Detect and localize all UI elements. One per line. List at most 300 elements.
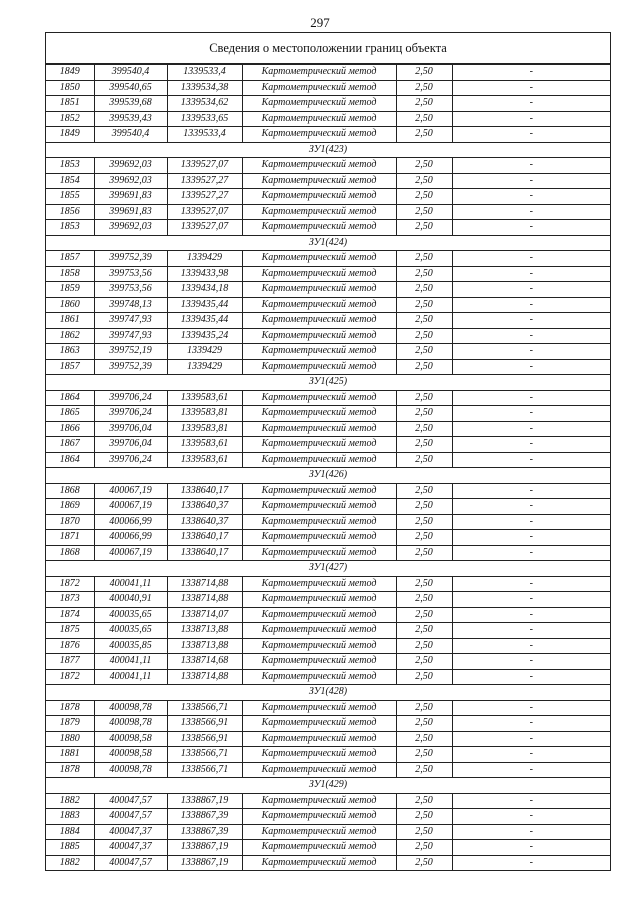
table-row (46, 607, 610, 623)
x-coordinate-cell: 399753,56 (94, 266, 167, 282)
description-cell: - (452, 576, 610, 592)
method-cell: Картометрический метод (242, 111, 396, 127)
y-coordinate-cell: 1338714,68 (167, 654, 242, 670)
description-cell: - (452, 251, 610, 267)
table-row (46, 390, 610, 406)
x-coordinate-cell: 400041,11 (94, 654, 167, 670)
description-cell: - (452, 809, 610, 825)
accuracy-cell: 2,50 (396, 638, 452, 654)
method-cell: Картометрический метод (242, 623, 396, 639)
description-cell: - (452, 282, 610, 298)
point-number-cell: 1853 (46, 158, 94, 174)
method-cell: Картометрический метод (242, 344, 396, 360)
point-number-cell: 1859 (46, 282, 94, 298)
point-number-cell: 1871 (46, 530, 94, 546)
point-number-cell: 1881 (46, 747, 94, 763)
point-number-cell: 1867 (46, 437, 94, 453)
x-coordinate-cell: 400098,78 (94, 700, 167, 716)
x-coordinate-cell: 400067,19 (94, 545, 167, 561)
accuracy-cell: 2,50 (396, 189, 452, 205)
description-cell: - (452, 669, 610, 685)
description-cell: - (452, 437, 610, 453)
x-coordinate-cell: 400047,57 (94, 809, 167, 825)
method-cell: Картометрический метод (242, 127, 396, 143)
x-coordinate-cell: 399752,39 (94, 359, 167, 375)
method-cell: Картометрический метод (242, 607, 396, 623)
accuracy-cell: 2,50 (396, 313, 452, 329)
y-coordinate-cell: 1338713,88 (167, 638, 242, 654)
table-row (46, 824, 610, 840)
y-coordinate-cell: 1339434,18 (167, 282, 242, 298)
description-cell: - (452, 530, 610, 546)
method-cell: Картометрический метод (242, 421, 396, 437)
y-coordinate-cell: 1338714,88 (167, 592, 242, 608)
method-cell: Картометрический метод (242, 840, 396, 856)
x-coordinate-cell: 399706,24 (94, 452, 167, 468)
description-cell: - (452, 452, 610, 468)
method-cell: Картометрический метод (242, 824, 396, 840)
method-cell: Картометрический метод (242, 483, 396, 499)
accuracy-cell: 2,50 (396, 514, 452, 530)
table-row (46, 344, 610, 360)
accuracy-cell: 2,50 (396, 731, 452, 747)
description-cell: - (452, 793, 610, 809)
description-cell: - (452, 173, 610, 189)
description-cell: - (452, 840, 610, 856)
description-cell: - (452, 204, 610, 220)
description-cell: - (452, 855, 610, 871)
accuracy-cell: 2,50 (396, 437, 452, 453)
accuracy-cell: 2,50 (396, 390, 452, 406)
y-coordinate-cell: 1338867,39 (167, 824, 242, 840)
y-coordinate-cell: 1339583,61 (167, 390, 242, 406)
point-number-cell: 1883 (46, 809, 94, 825)
description-cell: - (452, 297, 610, 313)
table-row (46, 840, 610, 856)
table-row (46, 623, 610, 639)
group-label: ЗУ1(429) (46, 778, 610, 794)
table-row (46, 592, 610, 608)
method-cell: Картометрический метод (242, 251, 396, 267)
group-label: ЗУ1(426) (46, 468, 610, 484)
x-coordinate-cell: 400067,19 (94, 499, 167, 515)
y-coordinate-cell: 1339533,4 (167, 127, 242, 143)
x-coordinate-cell: 400098,58 (94, 731, 167, 747)
accuracy-cell: 2,50 (396, 297, 452, 313)
accuracy-cell: 2,50 (396, 592, 452, 608)
method-cell: Картометрический метод (242, 158, 396, 174)
page-number: 297 (310, 15, 330, 30)
x-coordinate-cell: 400066,99 (94, 514, 167, 530)
y-coordinate-cell: 1338714,07 (167, 607, 242, 623)
point-number-cell: 1869 (46, 499, 94, 515)
method-cell: Картометрический метод (242, 204, 396, 220)
method-cell: Картометрический метод (242, 731, 396, 747)
boundary-info-table-frame (45, 32, 611, 871)
accuracy-cell: 2,50 (396, 251, 452, 267)
method-cell: Картометрический метод (242, 654, 396, 670)
group-label: ЗУ1(428) (46, 685, 610, 701)
accuracy-cell: 2,50 (396, 406, 452, 422)
description-cell: - (452, 359, 610, 375)
point-number-cell: 1873 (46, 592, 94, 608)
table-row (46, 65, 610, 81)
accuracy-cell: 2,50 (396, 747, 452, 763)
x-coordinate-cell: 399706,24 (94, 406, 167, 422)
description-cell: - (452, 189, 610, 205)
description-cell: - (452, 111, 610, 127)
point-number-cell: 1850 (46, 80, 94, 96)
y-coordinate-cell: 1338566,71 (167, 700, 242, 716)
x-coordinate-cell: 399748,13 (94, 297, 167, 313)
accuracy-cell: 2,50 (396, 483, 452, 499)
y-coordinate-cell: 1338713,88 (167, 623, 242, 639)
y-coordinate-cell: 1339435,44 (167, 297, 242, 313)
x-coordinate-cell: 399692,03 (94, 158, 167, 174)
point-number-cell: 1857 (46, 359, 94, 375)
x-coordinate-cell: 400047,37 (94, 824, 167, 840)
coordinates-table (46, 64, 610, 871)
point-number-cell: 1878 (46, 762, 94, 778)
accuracy-cell: 2,50 (396, 111, 452, 127)
x-coordinate-cell: 400066,99 (94, 530, 167, 546)
y-coordinate-cell: 1339527,27 (167, 189, 242, 205)
table-row (46, 421, 610, 437)
table-row (46, 328, 610, 344)
method-cell: Картометрический метод (242, 406, 396, 422)
table-row (46, 127, 610, 143)
accuracy-cell: 2,50 (396, 421, 452, 437)
x-coordinate-cell: 399540,4 (94, 65, 167, 81)
x-coordinate-cell: 399692,03 (94, 220, 167, 236)
x-coordinate-cell: 400098,78 (94, 762, 167, 778)
x-coordinate-cell: 399540,65 (94, 80, 167, 96)
method-cell: Картометрический метод (242, 530, 396, 546)
y-coordinate-cell: 1339527,07 (167, 158, 242, 174)
description-cell: - (452, 80, 610, 96)
description-cell: - (452, 328, 610, 344)
point-number-cell: 1862 (46, 328, 94, 344)
x-coordinate-cell: 400067,19 (94, 483, 167, 499)
accuracy-cell: 2,50 (396, 173, 452, 189)
point-number-cell: 1872 (46, 576, 94, 592)
point-number-cell: 1864 (46, 390, 94, 406)
x-coordinate-cell: 399539,68 (94, 96, 167, 112)
description-cell: - (452, 545, 610, 561)
y-coordinate-cell: 1338867,19 (167, 855, 242, 871)
method-cell: Картометрический метод (242, 220, 396, 236)
point-number-cell: 1882 (46, 855, 94, 871)
method-cell: Картометрический метод (242, 328, 396, 344)
method-cell: Картометрический метод (242, 669, 396, 685)
table-row (46, 96, 610, 112)
x-coordinate-cell: 400041,11 (94, 669, 167, 685)
point-number-cell: 1856 (46, 204, 94, 220)
point-number-cell: 1877 (46, 654, 94, 670)
method-cell: Картометрический метод (242, 747, 396, 763)
accuracy-cell: 2,50 (396, 80, 452, 96)
y-coordinate-cell: 1339527,07 (167, 220, 242, 236)
accuracy-cell: 2,50 (396, 669, 452, 685)
point-number-cell: 1858 (46, 266, 94, 282)
x-coordinate-cell: 399752,39 (94, 251, 167, 267)
y-coordinate-cell: 1338566,91 (167, 716, 242, 732)
accuracy-cell: 2,50 (396, 499, 452, 515)
point-number-cell: 1884 (46, 824, 94, 840)
accuracy-cell: 2,50 (396, 716, 452, 732)
y-coordinate-cell: 1339435,44 (167, 313, 242, 329)
method-cell: Картометрический метод (242, 96, 396, 112)
table-title: Сведения о местоположении границ объекта (46, 33, 610, 64)
table-row (46, 251, 610, 267)
description-cell: - (452, 700, 610, 716)
point-number-cell: 1863 (46, 344, 94, 360)
table-row (46, 576, 610, 592)
point-number-cell: 1857 (46, 251, 94, 267)
point-number-cell: 1851 (46, 96, 94, 112)
y-coordinate-cell: 1339534,38 (167, 80, 242, 96)
x-coordinate-cell: 399747,93 (94, 313, 167, 329)
table-row (46, 80, 610, 96)
x-coordinate-cell: 400041,11 (94, 576, 167, 592)
x-coordinate-cell: 400098,78 (94, 716, 167, 732)
description-cell: - (452, 623, 610, 639)
group-header-row (46, 142, 610, 158)
description-cell: - (452, 313, 610, 329)
description-cell: - (452, 96, 610, 112)
method-cell: Картометрический метод (242, 793, 396, 809)
accuracy-cell: 2,50 (396, 840, 452, 856)
method-cell: Картометрический метод (242, 266, 396, 282)
table-row (46, 716, 610, 732)
description-cell: - (452, 607, 610, 623)
y-coordinate-cell: 1338566,71 (167, 747, 242, 763)
table-row (46, 669, 610, 685)
description-cell: - (452, 731, 610, 747)
method-cell: Картометрический метод (242, 359, 396, 375)
x-coordinate-cell: 399706,04 (94, 421, 167, 437)
table-row (46, 111, 610, 127)
point-number-cell: 1849 (46, 65, 94, 81)
point-number-cell: 1855 (46, 189, 94, 205)
description-cell: - (452, 406, 610, 422)
point-number-cell: 1868 (46, 545, 94, 561)
method-cell: Картометрический метод (242, 313, 396, 329)
method-cell: Картометрический метод (242, 297, 396, 313)
accuracy-cell: 2,50 (396, 762, 452, 778)
table-row (46, 514, 610, 530)
accuracy-cell: 2,50 (396, 220, 452, 236)
accuracy-cell: 2,50 (396, 623, 452, 639)
accuracy-cell: 2,50 (396, 607, 452, 623)
method-cell: Картометрический метод (242, 638, 396, 654)
y-coordinate-cell: 1338566,91 (167, 731, 242, 747)
group-label: ЗУ1(425) (46, 375, 610, 391)
description-cell: - (452, 514, 610, 530)
description-cell: - (452, 762, 610, 778)
accuracy-cell: 2,50 (396, 158, 452, 174)
group-header-row (46, 778, 610, 794)
table-row (46, 452, 610, 468)
y-coordinate-cell: 1338640,37 (167, 499, 242, 515)
y-coordinate-cell: 1338640,17 (167, 483, 242, 499)
accuracy-cell: 2,50 (396, 96, 452, 112)
y-coordinate-cell: 1338867,39 (167, 809, 242, 825)
table-row (46, 297, 610, 313)
table-row (46, 483, 610, 499)
table-row (46, 793, 610, 809)
description-cell: - (452, 747, 610, 763)
method-cell: Картометрический метод (242, 576, 396, 592)
x-coordinate-cell: 399753,56 (94, 282, 167, 298)
table-row (46, 406, 610, 422)
description-cell: - (452, 127, 610, 143)
table-row (46, 700, 610, 716)
description-cell: - (452, 266, 610, 282)
point-number-cell: 1866 (46, 421, 94, 437)
table-row (46, 173, 610, 189)
table-row (46, 266, 610, 282)
point-number-cell: 1861 (46, 313, 94, 329)
y-coordinate-cell: 1339527,27 (167, 173, 242, 189)
x-coordinate-cell: 400040,91 (94, 592, 167, 608)
table-row (46, 545, 610, 561)
description-cell: - (452, 158, 610, 174)
accuracy-cell: 2,50 (396, 793, 452, 809)
method-cell: Картометрический метод (242, 762, 396, 778)
x-coordinate-cell: 399539,43 (94, 111, 167, 127)
point-number-cell: 1868 (46, 483, 94, 499)
method-cell: Картометрический метод (242, 437, 396, 453)
point-number-cell: 1849 (46, 127, 94, 143)
method-cell: Картометрический метод (242, 592, 396, 608)
table-row (46, 204, 610, 220)
table-row (46, 530, 610, 546)
group-header-row (46, 235, 610, 251)
y-coordinate-cell: 1338640,17 (167, 530, 242, 546)
x-coordinate-cell: 400047,37 (94, 840, 167, 856)
method-cell: Картометрический метод (242, 189, 396, 205)
accuracy-cell: 2,50 (396, 545, 452, 561)
table-row (46, 282, 610, 298)
table-row (46, 809, 610, 825)
description-cell: - (452, 344, 610, 360)
point-number-cell: 1852 (46, 111, 94, 127)
method-cell: Картометрический метод (242, 499, 396, 515)
x-coordinate-cell: 399691,83 (94, 189, 167, 205)
description-cell: - (452, 638, 610, 654)
table-row (46, 437, 610, 453)
y-coordinate-cell: 1339533,4 (167, 65, 242, 81)
y-coordinate-cell: 1338640,17 (167, 545, 242, 561)
y-coordinate-cell: 1339429 (167, 359, 242, 375)
y-coordinate-cell: 1339435,24 (167, 328, 242, 344)
description-cell: - (452, 592, 610, 608)
description-cell: - (452, 421, 610, 437)
group-header-row (46, 468, 610, 484)
table-row (46, 747, 610, 763)
table-row (46, 189, 610, 205)
point-number-cell: 1854 (46, 173, 94, 189)
point-number-cell: 1874 (46, 607, 94, 623)
x-coordinate-cell: 399692,03 (94, 173, 167, 189)
table-row (46, 855, 610, 871)
description-cell: - (452, 65, 610, 81)
accuracy-cell: 2,50 (396, 809, 452, 825)
accuracy-cell: 2,50 (396, 65, 452, 81)
table-row (46, 359, 610, 375)
accuracy-cell: 2,50 (396, 855, 452, 871)
table-row (46, 499, 610, 515)
accuracy-cell: 2,50 (396, 359, 452, 375)
x-coordinate-cell: 399706,24 (94, 390, 167, 406)
y-coordinate-cell: 1339583,61 (167, 452, 242, 468)
method-cell: Картометрический метод (242, 855, 396, 871)
x-coordinate-cell: 399752,19 (94, 344, 167, 360)
point-number-cell: 1875 (46, 623, 94, 639)
y-coordinate-cell: 1339583,81 (167, 406, 242, 422)
group-header-row (46, 375, 610, 391)
accuracy-cell: 2,50 (396, 204, 452, 220)
y-coordinate-cell: 1339534,62 (167, 96, 242, 112)
table-row (46, 220, 610, 236)
method-cell: Картометрический метод (242, 65, 396, 81)
y-coordinate-cell: 1338867,19 (167, 840, 242, 856)
method-cell: Картометрический метод (242, 514, 396, 530)
x-coordinate-cell: 399540,4 (94, 127, 167, 143)
accuracy-cell: 2,50 (396, 452, 452, 468)
group-label: ЗУ1(423) (46, 142, 610, 158)
table-row (46, 731, 610, 747)
description-cell: - (452, 716, 610, 732)
point-number-cell: 1853 (46, 220, 94, 236)
point-number-cell: 1880 (46, 731, 94, 747)
y-coordinate-cell: 1339533,65 (167, 111, 242, 127)
y-coordinate-cell: 1338867,19 (167, 793, 242, 809)
point-number-cell: 1882 (46, 793, 94, 809)
table-row (46, 313, 610, 329)
y-coordinate-cell: 1338566,71 (167, 762, 242, 778)
description-cell: - (452, 220, 610, 236)
accuracy-cell: 2,50 (396, 266, 452, 282)
method-cell: Картометрический метод (242, 452, 396, 468)
method-cell: Картометрический метод (242, 809, 396, 825)
accuracy-cell: 2,50 (396, 700, 452, 716)
description-cell: - (452, 390, 610, 406)
table-row (46, 638, 610, 654)
point-number-cell: 1885 (46, 840, 94, 856)
method-cell: Картометрический метод (242, 700, 396, 716)
point-number-cell: 1864 (46, 452, 94, 468)
y-coordinate-cell: 1339583,81 (167, 421, 242, 437)
y-coordinate-cell: 1339527,07 (167, 204, 242, 220)
table-row (46, 158, 610, 174)
group-label: ЗУ1(427) (46, 561, 610, 577)
point-number-cell: 1878 (46, 700, 94, 716)
x-coordinate-cell: 400047,57 (94, 855, 167, 871)
x-coordinate-cell: 400035,65 (94, 623, 167, 639)
x-coordinate-cell: 399747,93 (94, 328, 167, 344)
x-coordinate-cell: 400035,85 (94, 638, 167, 654)
y-coordinate-cell: 1339583,61 (167, 437, 242, 453)
accuracy-cell: 2,50 (396, 344, 452, 360)
x-coordinate-cell: 400047,57 (94, 793, 167, 809)
point-number-cell: 1879 (46, 716, 94, 732)
method-cell: Картометрический метод (242, 390, 396, 406)
description-cell: - (452, 483, 610, 499)
x-coordinate-cell: 399691,83 (94, 204, 167, 220)
group-header-row (46, 685, 610, 701)
